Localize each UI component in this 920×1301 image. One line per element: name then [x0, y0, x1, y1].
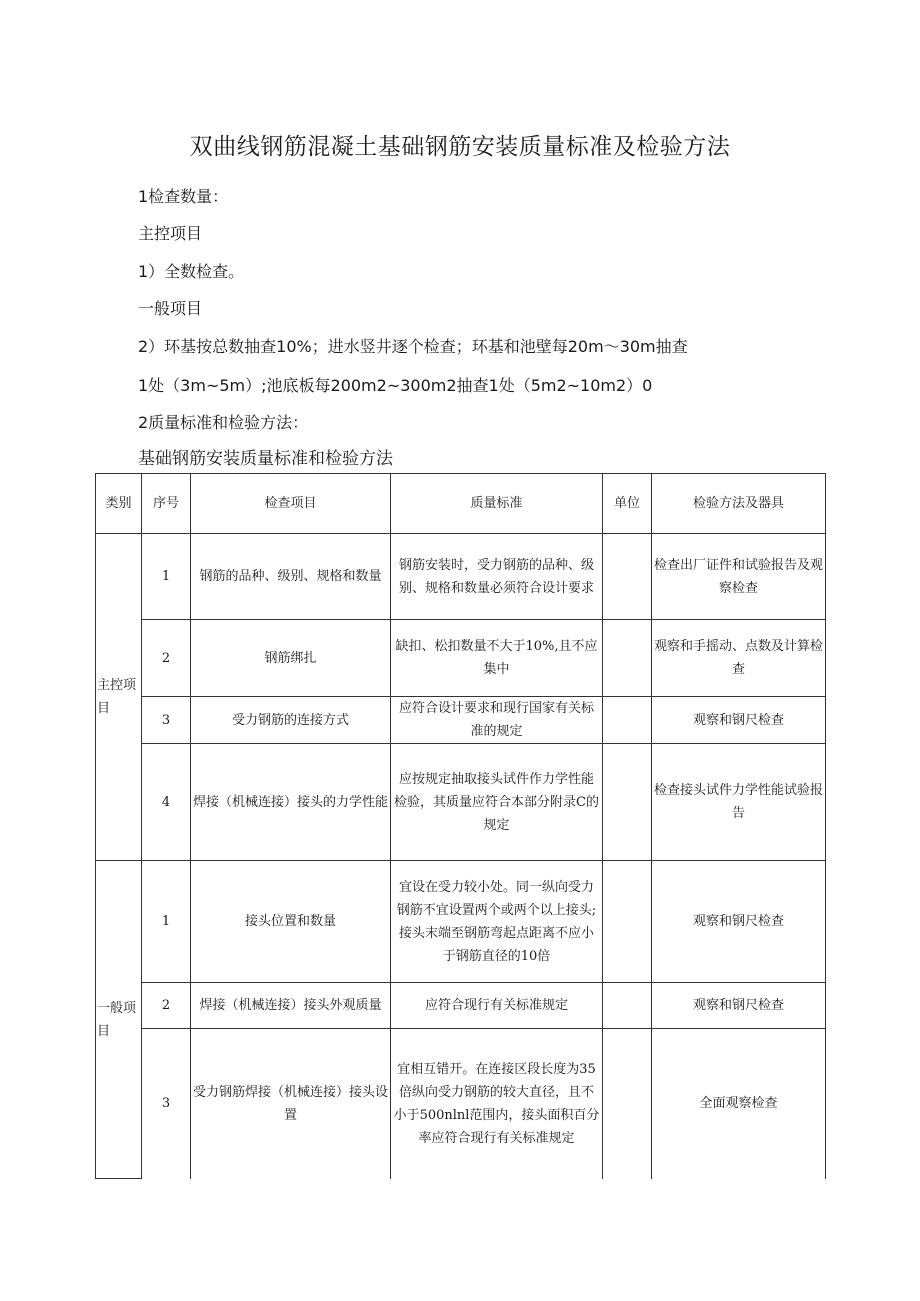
row-quality-standard: 钢筋安装时，受力钢筋的品种、级别、规格和数量必须符合设计要求: [391, 534, 603, 620]
table-caption: 基础钢筋安装质量标准和检验方法: [138, 449, 393, 469]
quality-standard-table: [95, 473, 826, 1179]
paragraph-quality-methods: 2质量标准和检验方法：: [138, 413, 309, 432]
table-row: [96, 697, 826, 744]
row-quality-standard: 应按规定抽取接头试件作力学性能检验，其质量应符合本部分附录C的规定: [391, 744, 603, 861]
row-quality-standard: 应符合现行有关标准规定: [391, 983, 603, 1029]
row-number: 4: [142, 744, 191, 861]
table-row: [96, 534, 826, 620]
paragraph-sampling-rule-cont: 1处（3m~5m）;池底板每200m2~300m2抽查1处（5m2~10m2）0: [138, 376, 653, 395]
table-row: [96, 861, 826, 983]
row-number: 3: [142, 697, 191, 744]
row-unit: [603, 983, 652, 1029]
row-number: 2: [142, 983, 191, 1029]
row-number: 1: [142, 534, 191, 620]
header-category: 类别: [96, 474, 142, 534]
paragraph-main-items: 主控项目: [138, 224, 203, 243]
paragraph-general-items: 一般项目: [138, 299, 203, 318]
row-check-item: 焊接（机械连接）接头的力学性能: [191, 744, 391, 861]
row-check-item: 钢筋的品种、级别、规格和数量: [191, 534, 391, 620]
paragraph-sampling-rule: 2）环基按总数抽查10%；进水竖井逐个检查；环基和池壁每20m～30m抽查: [138, 337, 688, 356]
row-inspection-method: 检查出厂证件和试验报告及观察检查: [652, 534, 826, 620]
table-header-row: [96, 474, 826, 534]
paragraph-full-check: 1）全数检查。: [138, 262, 245, 281]
row-inspection-method: 观察和钢尺检查: [652, 697, 826, 744]
header-check-item: 检查项目: [191, 474, 391, 534]
row-inspection-method: 全面观察检查: [652, 1029, 826, 1179]
header-quality-standard: 质量标准: [391, 474, 603, 534]
row-quality-standard: 宜设在受力较小处。同一纵向受力钢筋不宜设置两个或两个以上接头;接头末端至钢筋弯起点距离不应小于钢筋直径的10倍: [391, 861, 603, 983]
category-cell: 主控项目: [96, 534, 142, 861]
row-quality-standard: 缺扣、松扣数量不大于10%,且不应集中: [391, 620, 603, 697]
document-title: 双曲线钢筋混凝土基础钢筋安装质量标准及检验方法: [189, 134, 731, 160]
row-unit: [603, 620, 652, 697]
table-row: [96, 983, 826, 1029]
row-inspection-method: 观察和钢尺检查: [652, 983, 826, 1029]
row-check-item: 接头位置和数量: [191, 861, 391, 983]
row-inspection-method: 观察和钢尺检查: [652, 861, 826, 983]
header-inspection-method: 检验方法及器具: [652, 474, 826, 534]
row-number: 3: [142, 1029, 191, 1179]
row-number: 1: [142, 861, 191, 983]
row-number: 2: [142, 620, 191, 697]
header-number: 序号: [142, 474, 191, 534]
row-check-item: 焊接（机械连接）接头外观质量: [191, 983, 391, 1029]
row-unit: [603, 744, 652, 861]
table-row: [96, 1029, 826, 1179]
category-cell: 一般项目: [96, 861, 142, 1179]
row-unit: [603, 861, 652, 983]
row-unit: [603, 697, 652, 744]
row-check-item: 受力钢筋的连接方式: [191, 697, 391, 744]
paragraph-inspection-quantity: 1检查数量：: [138, 187, 229, 206]
row-check-item: 受力钢筋焊接（机械连接）接头设置: [191, 1029, 391, 1179]
row-quality-standard: 应符合设计要求和现行国家有关标准的规定: [391, 697, 603, 744]
row-quality-standard: 宜相互错开。在连接区段长度为35倍纵向受力钢筋的较大直径，且不小于500nlnl范围内，接头面积百分率应符合现行有关标准规定: [391, 1029, 603, 1179]
table-row: [96, 744, 826, 861]
header-unit: 单位: [603, 474, 652, 534]
row-check-item: 钢筋绑扎: [191, 620, 391, 697]
row-unit: [603, 1029, 652, 1179]
row-inspection-method: 检查接头试件力学性能试验报告: [652, 744, 826, 861]
row-unit: [603, 534, 652, 620]
table-row: [96, 620, 826, 697]
row-inspection-method: 观察和手摇动、点数及计算检查: [652, 620, 826, 697]
